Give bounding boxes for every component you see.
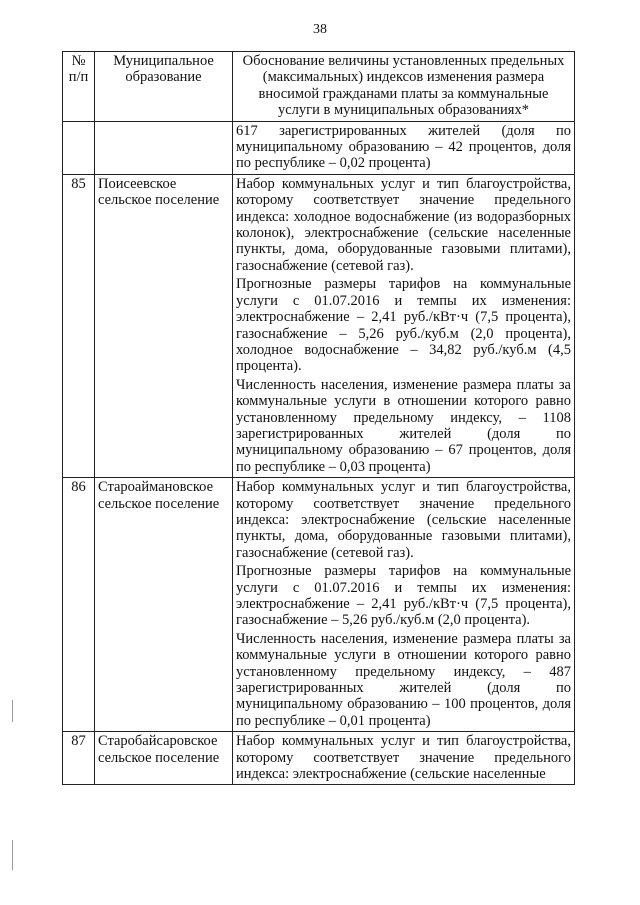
header-municipality: Муниципальное образование [95,52,233,122]
justification-paragraph: Численность населения, изменение размера платы за коммунальные услуги в отношении которого равно установленному предельному индексу, – 487 зарегистрированных жителей (доля по муниципальному образованию – 100 процентов, доля по республике – 0,01 процента) [236,630,571,729]
justification-paragraph: Набор коммунальных услуг и тип благоустройства, которому соответствует значение предельного индекса: холодное водоснабжение (из водоразборных колонок), электроснабжение (сельские населенные пункты, дома, оборудованные газовыми плитами), газоснабжение (сетевой газ). [236,175,571,274]
table-header-row [63,52,575,122]
row-municipality: Поисеевское сельское поселение [95,174,233,477]
row-justification [233,174,575,477]
justification-paragraph: Набор коммунальных услуг и тип благоустройства, которому соответствует значение предельного индекса: электроснабжение (сельские населенные пункты, дома, оборудованные газовыми плитами), газоснабжение (сетевой газ). [236,479,571,561]
scan-edge-mark [12,840,13,870]
scan-edge-mark [12,700,13,722]
justification-paragraph: 617 зарегистрированных жителей (доля по муниципальному образованию – 42 процентов, доля по республике – 0,02 процента) [236,122,571,172]
justification-paragraph: Численность населения, изменение размера платы за коммунальные услуги в отношении которого равно установленному предельному индексу, – 1108 зарегистрированных жителей (доля по муниципальному образованию – 67 процентов, доля по республике – 0,03 процента) [236,376,571,475]
tariff-index-table [62,51,575,785]
justification-paragraph: Прогнозные размеры тарифов на коммунальные услуги с 01.07.2016 и темпы их изменения: электроснабжение – 2,41 руб./кВт·ч (7,5 процента), газоснабжение – 5,26 руб./куб.м (2,0 процента), холодное водоснабжение – 34,82 руб./куб.м (4,5 процента). [236,276,571,375]
header-number: № п/п [63,52,95,122]
table-row [63,174,575,477]
justification-paragraph: Набор коммунальных услуг и тип благоустройства, которому соответствует значение предельного индекса: электроснабжение (сельские населенные [236,733,571,783]
justification-paragraph: Прогнозные размеры тарифов на коммунальные услуги с 01.07.2016 и темпы их изменения: электроснабжение – 2,41 руб./кВт·ч (7,5 процента), газоснабжение – 5,26 руб./куб.м (2,0 процента). [236,563,571,629]
row-municipality [95,121,233,174]
page-number: 38 [313,22,327,37]
table-row [63,732,575,785]
row-justification [233,121,575,174]
header-justification: Обоснование величины установленных предельных (максимальных) индексов изменения размера вносимой гражданами платы за коммунальные услуги в муниципальных образованиях* [233,52,575,122]
row-number [63,121,95,174]
row-justification [233,478,575,732]
row-number: 86 [63,478,95,732]
row-number: 85 [63,174,95,477]
row-municipality: Староаймановское сельское поселение [95,478,233,732]
table-row [63,478,575,732]
row-justification [233,732,575,785]
row-number: 87 [63,732,95,785]
row-municipality: Старобайсаровское сельское поселение [95,732,233,785]
table-row [63,121,575,174]
